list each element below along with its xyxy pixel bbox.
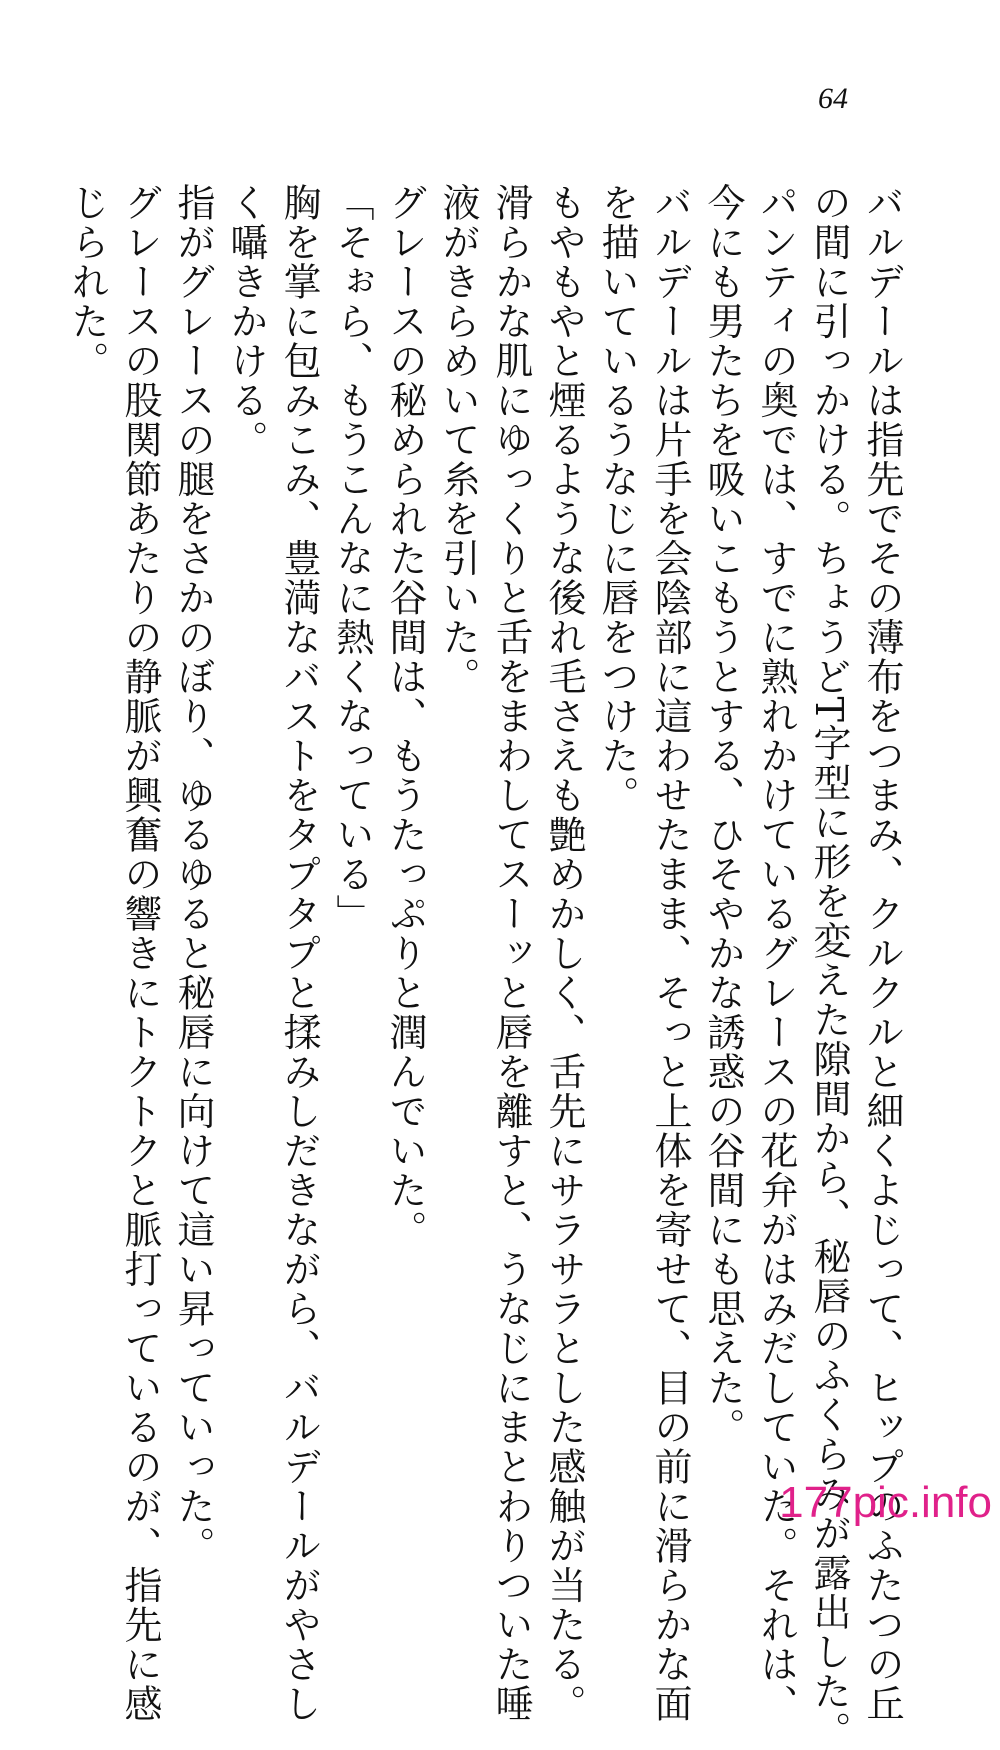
text-line: 指がグレースの腿をさかのぼり、ゆるゆると秘唇に向けて這い昇っていった。 bbox=[171, 183, 215, 1566]
text-line: パンティの奥では、すでに熟れかけているグレースの花弁がはみだしていた。それは、 bbox=[754, 183, 798, 1724]
text-line: 液がきらめいて糸を引いた。 bbox=[436, 183, 480, 697]
text-line: バルデールは片手を会陰部に這わせたまま、そっと上体を寄せて、目の前に滑らかな面 bbox=[648, 183, 692, 1724]
text-line: グレースの秘められた谷間は、もうたっぷりと潤んでいた。 bbox=[383, 183, 427, 1250]
text-line: グレースの股関節あたりの静脈が興奮の響きにトクトクと脈打っているのが、指先に感 bbox=[118, 183, 162, 1724]
text-line: 滑らかな肌にゆっくりと舌をまわしてスーッと唇を離すと、うなじにまとわりついた唾 bbox=[489, 183, 533, 1724]
text-line: バルデールは指先でその薄布をつまみ、クルクルと細くよじって、ヒップのふたつの丘 bbox=[860, 183, 904, 1724]
watermark: 177pic.info bbox=[779, 1478, 992, 1527]
text-line: 今にも男たちを吸いこもうとする、ひそやかな誘惑の谷間にも思えた。 bbox=[701, 183, 745, 1447]
text-line: の間に引っかける。ちょうどT字型に形を変えた隙間から、秘唇のふくらみが露出した。 bbox=[807, 183, 851, 1750]
page-number: 64 bbox=[818, 82, 848, 115]
text-line: 「そぉら、もうこんなに熱くなっている」 bbox=[330, 183, 374, 934]
text-line: を描いているうなじに唇をつけた。 bbox=[595, 183, 639, 815]
text-line: もやもやと煙るような後れ毛さえも艶めかしく、舌先にサラサラとした感触が当たる。 bbox=[542, 183, 586, 1724]
text-line: 胸を掌に包みこみ、豊満なバストをタプタプと揉みしだきながら、バルデールがやさし bbox=[277, 183, 321, 1724]
text-line: じられた。 bbox=[65, 183, 109, 381]
text-line: く囁きかける。 bbox=[224, 183, 268, 460]
